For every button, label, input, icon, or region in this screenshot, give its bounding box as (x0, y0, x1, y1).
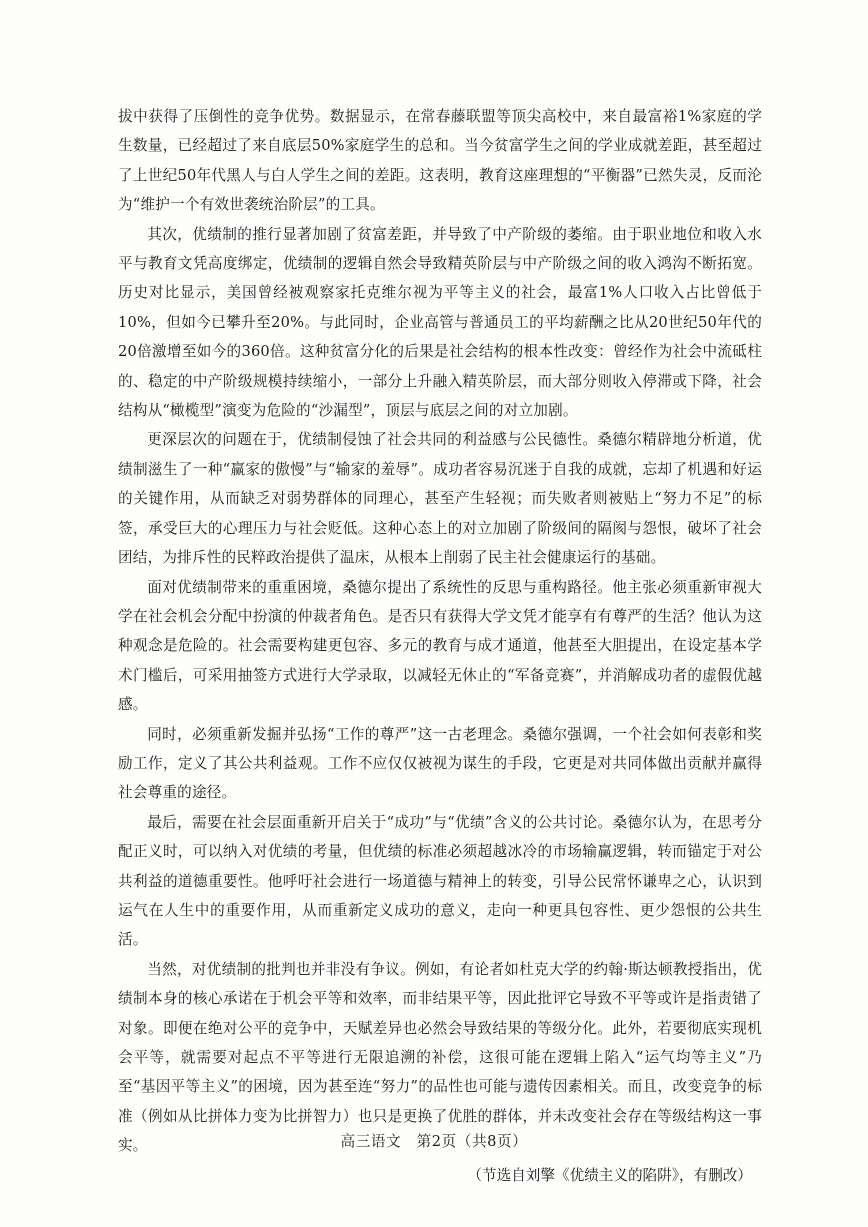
paragraph-2: 其次，优绩制的推行显著加剧了贫富差距，并导致了中产阶级的萎缩。由于职业地位和收入水平与教育文凭高度绑定，优绩制的逻辑自然会导致精英阶层与中产阶级之间的收入鸿沟不断拓宽。历史对比显示，美国曾经被观察家托克维尔视为平等主义的社会，最富1%人口收入占比曾低于10%，但如今已攀升至20%。与此同时，企业高管与普通员工的平均薪酬之比从20世纪50年代的20倍激增至如今的360倍。这种贫富分化的后果是社会结构的根本性改变：曾经作为社会中流砥柱的、稳定的中产阶级规模持续缩小，一部分上升融入精英阶层，而大部分则收入停滞或下降，社会结构从“橄榄型”演变为危险的“沙漏型”，顶层与底层之间的对立加剧。 (118, 225, 762, 420)
paragraph-1: 拔中获得了压倒性的竞争优势。数据显示，在常春藤联盟等顶尖高校中，来自最富裕1%家庭的学生数量，已经超过了来自底层50%家庭学生的总和。当今贫富学生之间的学业成就差距，甚至超过了上世纪50年代黑人与白人学生之间的差距。这表明，教育这座理想的“平衡器”已然失灵，反而沦为“维护一个有效世袭统治阶层”的工具。 (118, 108, 762, 214)
source-citation: （节选自刘擎《优绩主义的陷阱》，有删改） (467, 1166, 752, 1184)
paragraph-7: 当然，对优绩制的批判也并非没有争议。例如，有论者如杜克大学的约翰·斯达顿教授指出，优绩制本身的核心承诺在于机会平等和效率，而非结果平等，因此批评它导致不平等或许是指责错了对象。即便在绝对公平的竞争中，天赋差异也必然会导致结果的等级分化。此外，若要彻底实现机会平等，就需要对起点不平等进行无限追溯的补偿，这很可能在逻辑上陷入“运气均等主义”乃至“基因平等主义”的困境，因为甚至连“努力”的品性也可能与遗传因素相关。而且，改变竞争的标准（例如从比拼体力变为比拼智力）也只是更换了优胜的群体，并未改变社会存在等级结构这一事实。 (118, 960, 762, 1155)
paragraph-6: 最后，需要在社会层面重新开启关于“成功”与“优绩”含义的公共讨论。桑德尔认为，在思考分配正义时，可以纳入对优绩的考量，但优绩的标准必须超越冰冷的市场输赢逻辑，转而锚定于对公共利益的道德重要性。他呼吁社会进行一场道德与精神上的转变，引导公民常怀谦卑之心，认识到运气在人生中的重要作用，从而重新定义成功的意义，走向一种更具包容性、更少怨恨的公共生活。 (118, 813, 762, 949)
article-body (118, 102, 762, 1190)
page-footer: 高三语文 第2页（共8页） (340, 1133, 528, 1150)
paragraph-5: 同时，必须重新发掘并弘扬“工作的尊严”这一古老理念。桑德尔强调，一个社会如何表彰和奖励工作，定义了其公共利益观。工作不应仅仅被视为谋生的手段，它更是对共同体做出贡献并赢得社会尊重的途径。 (118, 725, 762, 802)
paragraph-4: 面对优绩制带来的重重困境，桑德尔提出了系统性的反思与重构路径。他主张必须重新审视大学在社会机会分配中扮演的仲裁者角色。是否只有获得大学文凭才能享有有尊严的生活？他认为这种观念是危险的。社会需要构建更包容、多元的教育与成才通道，他甚至大胆提出，在设定基本学术门槛后，可采用抽签方式进行大学录取，以减轻无休止的“军备竞赛”，并消解成功者的虚假优越感。 (118, 578, 762, 714)
paragraph-3: 更深层次的问题在于，优绩制侵蚀了社会共同的利益感与公民德性。桑德尔精辟地分析道，优绩制滋生了一种“赢家的傲慢”与“输家的羞辱”。成功者容易沉迷于自我的成就，忘却了机遇和好运的关键作用，从而缺乏对弱势群体的同理心，甚至产生轻视；而失败者则被贴上“努力不足”的标签，承受巨大的心理压力与社会贬低。这种心态上的对立加剧了阶级间的隔阂与怨恨，破坏了社会团结，为排斥性的民粹政治提供了温床，从根本上削弱了民主社会健康运行的基础。 (118, 431, 762, 567)
